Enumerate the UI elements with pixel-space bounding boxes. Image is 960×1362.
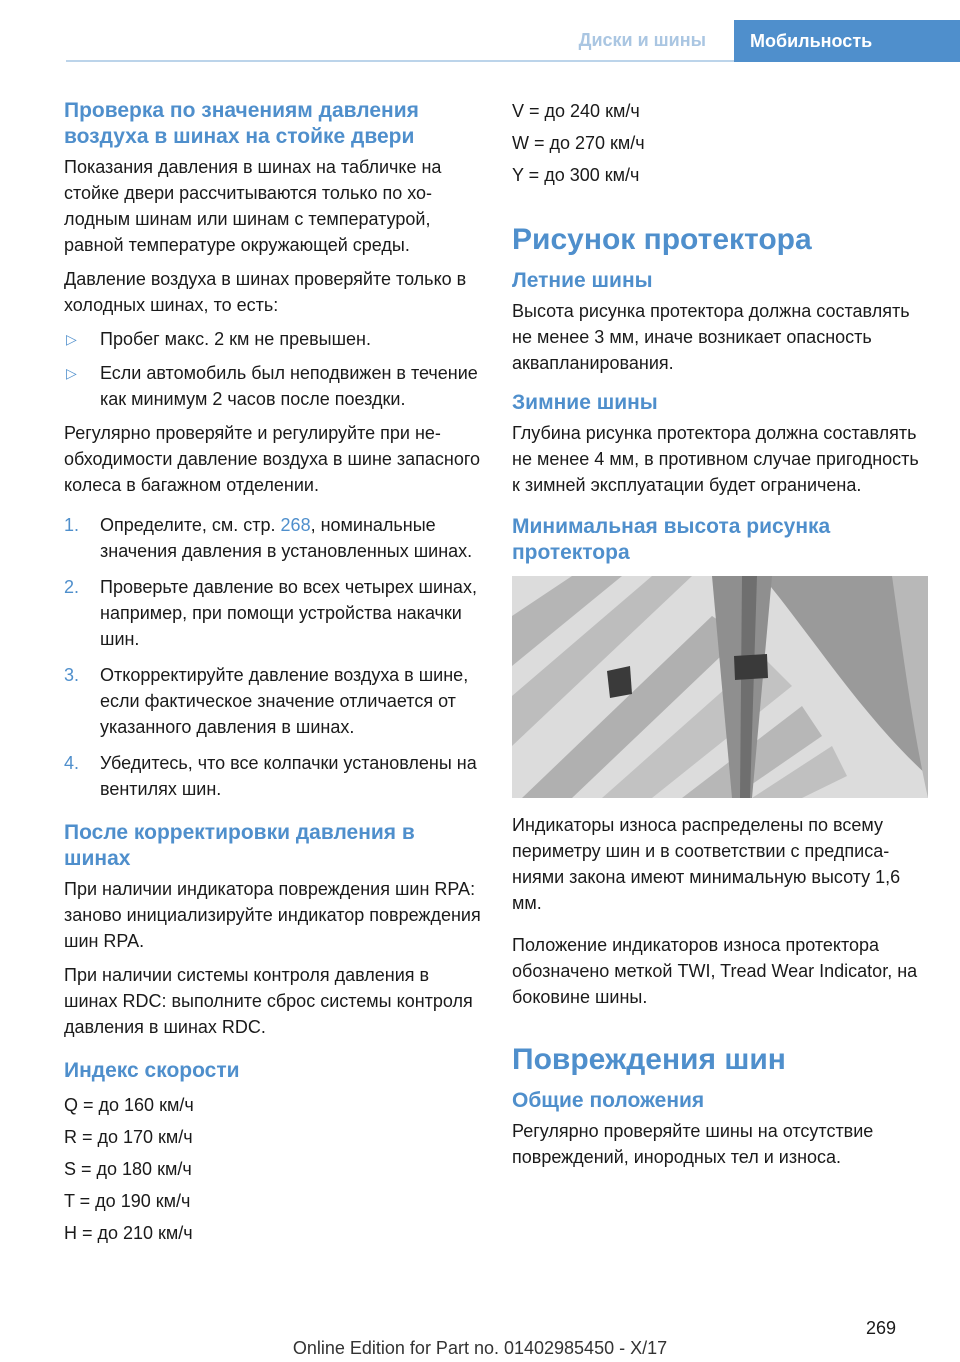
paragraph-cold-tires: Давление воздуха в шинах проверяйте только в холодных шинах, то есть: — [64, 269, 467, 315]
step-text-cont: , номинальные значения давления в установленных шинах. — [100, 515, 473, 561]
speed-index-item: W = до 270 км/ч — [512, 133, 645, 153]
step-item — [64, 662, 482, 740]
tread-wear-indicator-image — [512, 576, 928, 798]
speed-index-item: Y = до 300 км/ч — [512, 165, 640, 185]
triangle-bullet-icon: ▷ — [66, 331, 77, 347]
paragraph-wear-indicators: Индикаторы износа распределены по всему периметру шин и в соответствии с предписаниями закона имеют минимальную высоту 1,6 мм. — [512, 815, 901, 913]
speed-index-item: V = до 240 км/ч — [512, 101, 640, 121]
speed-index-item: T = до 190 км/ч — [64, 1191, 191, 1211]
right-column — [512, 98, 930, 1178]
bullet-text: Если автомобиль был неподвижен в течение как минимум 2 часов после поездки. — [100, 363, 478, 409]
heading-tread-pattern: Рисунок протектора — [512, 223, 812, 256]
step-text: Проверьте давление во всех четырех шинах, например, при помощи устройства накачки шин. — [100, 577, 477, 649]
heading-min-tread-height: Минимальная высота рисунка протектора — [512, 515, 831, 564]
bullet-item — [64, 360, 482, 412]
heading-door-pillar: Проверка по значениям давления воздуха в шинах на стойке двери — [64, 99, 419, 148]
left-column — [64, 98, 482, 1252]
step-number: 4. — [64, 753, 80, 773]
step-text: Откорректируйте давление воздуха в шине, если фактическое значение отличается от указанного давления в шинах. — [100, 665, 469, 737]
bullet-text: Пробег макс. 2 км не превышен. — [100, 329, 371, 349]
step-number: 1. — [64, 515, 80, 535]
step-text: Убедитесь, что все колпачки установлены на вентилях шин. — [100, 753, 477, 799]
speed-index-item: S = до 180 км/ч — [64, 1159, 192, 1179]
paragraph-spare-wheel: Регулярно проверяйте и регулируйте при необходимости давление воздуха в шине запасного колеса в багажном отделении. — [64, 423, 481, 495]
bullet-item — [64, 326, 482, 352]
page-link[interactable]: 268 — [280, 515, 311, 535]
paragraph-rpa: При наличии индикатора повреждения шин RPA: заново инициализируйте индикатор повреждения шин RPA. — [64, 879, 481, 951]
step-text: Определите, см. стр. — [100, 515, 281, 535]
footer-edition: Online Edition for Part no. 01402985450 - X/17 — [292, 1338, 668, 1358]
paragraph-door-pillar: Показания давления в шинах на табличке на стойке двери рассчитываются только по холодным шинам или шинам с температурой, равной температуре окружающей среды. — [64, 157, 442, 255]
heading-after-correction: После корректировки давления в шинах — [64, 821, 415, 870]
step-number: 3. — [64, 665, 80, 685]
heading-winter-tires: Зимние шины — [512, 391, 658, 414]
paragraph-general: Регулярно проверяйте шины на отсутствие повреждений, инородных тел и износа. — [512, 1121, 874, 1167]
page-header — [0, 0, 960, 62]
header-section-title[interactable]: Диски и шины — [578, 30, 706, 50]
speed-index-item: R = до 170 км/ч — [64, 1127, 193, 1147]
speed-index-item: H = до 210 км/ч — [64, 1223, 193, 1243]
step-item — [64, 750, 482, 802]
paragraph-summer-tires: Высота рисунка протектора должна составлять не менее 3 мм, иначе возникает опасность аквапланирования. — [512, 301, 910, 373]
page-number: 269 — [865, 1318, 896, 1338]
triangle-bullet-icon: ▷ — [66, 365, 77, 381]
paragraph-rdc: При наличии системы контроля давления в шинах RDC: выполните сброс системы контроля давления в шинах RDC. — [64, 965, 473, 1037]
heading-speed-index: Индекс скорости — [64, 1059, 240, 1082]
step-item — [64, 574, 482, 652]
heading-general: Общие положения — [512, 1089, 705, 1112]
step-number: 2. — [64, 577, 80, 597]
heading-summer-tires: Летние шины — [512, 269, 653, 292]
speed-index-item: Q = до 160 км/ч — [64, 1095, 194, 1115]
header-chapter-tab[interactable]: Мобильность — [734, 20, 960, 62]
step-item — [64, 512, 482, 564]
paragraph-twi: Положение индикаторов износа протектора обозначено меткой TWI, Tread Wear Indicator, на боковине шины. — [512, 935, 918, 1007]
heading-tire-damage: Повреждения шин — [512, 1043, 786, 1076]
paragraph-winter-tires: Глубина рисунка протектора должна составлять не менее 4 мм, в противном случае пригодность к зимней эксплуатации будет ограничена. — [512, 423, 919, 495]
